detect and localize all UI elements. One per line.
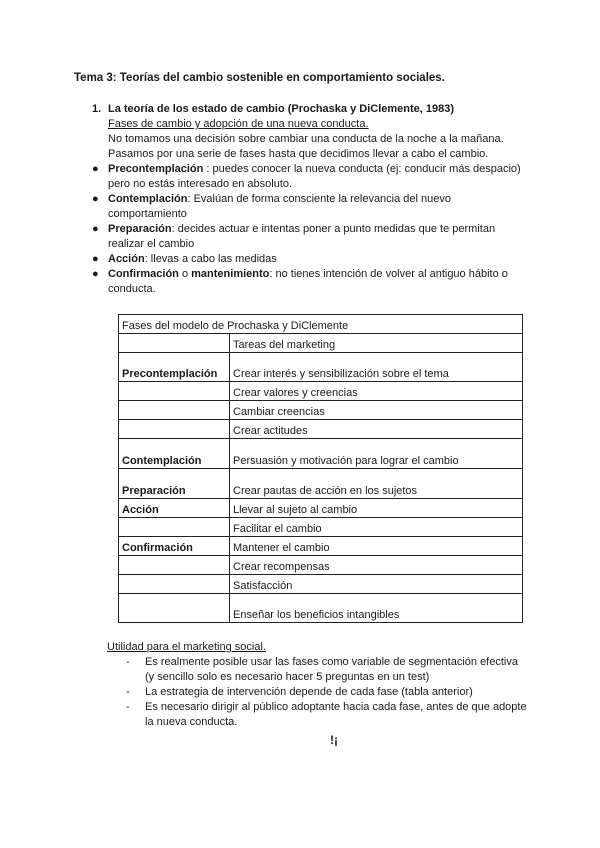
table-row (119, 469, 523, 499)
bullet-icon: ● (92, 223, 99, 235)
table-cell-task: Satisfacción (230, 575, 523, 594)
table-cell-phase (119, 518, 230, 537)
item-number: 1. (92, 103, 102, 115)
bullet-connector: o (178, 268, 192, 280)
main-list (92, 102, 532, 297)
bullet-term: Acción (108, 253, 145, 265)
table-cell-phase (119, 420, 230, 439)
table-cell-task: Enseñar los beneficios intangibles (230, 594, 523, 623)
bullet-term-2: mantenimiento (191, 268, 270, 280)
dash-item (107, 655, 527, 685)
table-cell-phase: Preparación (119, 469, 230, 499)
table-row (119, 439, 523, 469)
bullet-precontemplacion (92, 162, 532, 192)
bullet-text: : decides actuar e intentas poner a punto medidas que te permitan realizar el cambio (108, 223, 496, 250)
dash-icon: - (126, 701, 130, 713)
table-cell-phase: Acción (119, 499, 230, 518)
table-header: Tareas del marketing (230, 334, 523, 353)
table-cell-phase (119, 334, 230, 353)
table-header-row (119, 334, 523, 353)
table-row (119, 353, 523, 382)
bullet-preparacion (92, 222, 532, 252)
table-cell-task: Cambiar creencias (230, 401, 523, 420)
dash-icon: - (126, 686, 130, 698)
table-row (119, 499, 523, 518)
table-cell-task: Crear recompensas (230, 556, 523, 575)
dash-item-text: La estrategia de intervención depende de cada fase (tabla anterior) (145, 686, 473, 698)
table-cell-task: Crear interés y sensibilización sobre el tema (230, 353, 523, 382)
table-cell-phase (119, 575, 230, 594)
table-cell-phase: Precontemplación (119, 353, 230, 382)
dash-icon: - (126, 656, 130, 668)
bullet-confirmacion (92, 267, 532, 297)
table-cell-task: Persuasión y motivación para lograr el cambio (230, 439, 523, 469)
bullet-term: Contemplación (108, 193, 188, 205)
table-cell-phase (119, 594, 230, 623)
intro-line-2: Pasamos por una serie de fases hasta que decidimos llevar a cabo el cambio. (108, 148, 489, 160)
table-row (119, 537, 523, 556)
section-subheading: Fases de cambio y adopción de una nueva conducta. (108, 118, 369, 130)
table-cell-phase (119, 382, 230, 401)
table-row (119, 382, 523, 401)
table-caption: Fases del modelo de Prochaska y DiClemente (119, 315, 523, 334)
bullet-text: : puedes conocer la nueva conducta (ej: conducir más despacio) pero no estás interesado en absoluto. (108, 163, 521, 190)
table-row (119, 420, 523, 439)
utilidad-section (107, 640, 527, 730)
table-cell-task: Crear actitudes (230, 420, 523, 439)
table-cell-phase (119, 556, 230, 575)
bullet-term: Confirmación (108, 268, 179, 280)
bullet-contemplacion (92, 192, 532, 222)
table-cell-task: Mantener el cambio (230, 537, 523, 556)
table-cell-phase: Contemplación (119, 439, 230, 469)
table-row (119, 594, 523, 623)
intro-line-1: No tomamos una decisión sobre cambiar una conducta de la noche a la mañana. (108, 133, 504, 145)
bullet-accion (92, 252, 532, 267)
dash-item (107, 700, 527, 730)
bullet-term: Preparación (108, 223, 172, 235)
dash-item-text: Es necesario dirigir al público adoptante hacia cada fase, antes de que adopte la nueva conducta. (145, 701, 527, 728)
table-row (119, 518, 523, 537)
bullet-icon: ● (92, 253, 99, 265)
bullet-icon: ● (92, 268, 99, 280)
bullet-term: Precontemplación (108, 163, 204, 175)
phases-table (118, 314, 523, 623)
dash-item (107, 685, 527, 700)
table-cell-phase: Confirmación (119, 537, 230, 556)
dash-item-text: Es realmente posible usar las fases como variable de segmentación efectiva (y sencillo solo es necesario hacer 5 preguntas en un test) (145, 656, 518, 683)
bullet-icon: ● (92, 193, 99, 205)
table-row (119, 401, 523, 420)
utilidad-heading: Utilidad para el marketing social. (107, 641, 266, 653)
table-row (119, 575, 523, 594)
table-cell-task: Crear pautas de acción en los sujetos (230, 469, 523, 499)
document-title: Tema 3: Teorías del cambio sostenible en comportamiento sociales. (74, 72, 445, 84)
bullet-icon: ● (92, 163, 99, 175)
footer-mark: !¡ (330, 733, 338, 747)
table-cell-task: Crear valores y creencias (230, 382, 523, 401)
bullet-text: : llevas a cabo las medidas (144, 253, 277, 265)
table-cell-task: Facilitar el cambio (230, 518, 523, 537)
bullet-text: : no tienes intención de volver al antiguo hábito o conducta. (108, 268, 508, 295)
section-heading: La teoría de los estado de cambio (Prochaska y DiClemente, 1983) (108, 103, 455, 115)
table-cell-phase (119, 401, 230, 420)
bullet-text: : Evalúan de forma consciente la relevancia del nuevo comportamiento (108, 193, 452, 220)
table-caption-row (119, 315, 523, 334)
table-cell-task: Llevar al sujeto al cambio (230, 499, 523, 518)
numbered-item-1 (92, 102, 532, 162)
table-row (119, 556, 523, 575)
